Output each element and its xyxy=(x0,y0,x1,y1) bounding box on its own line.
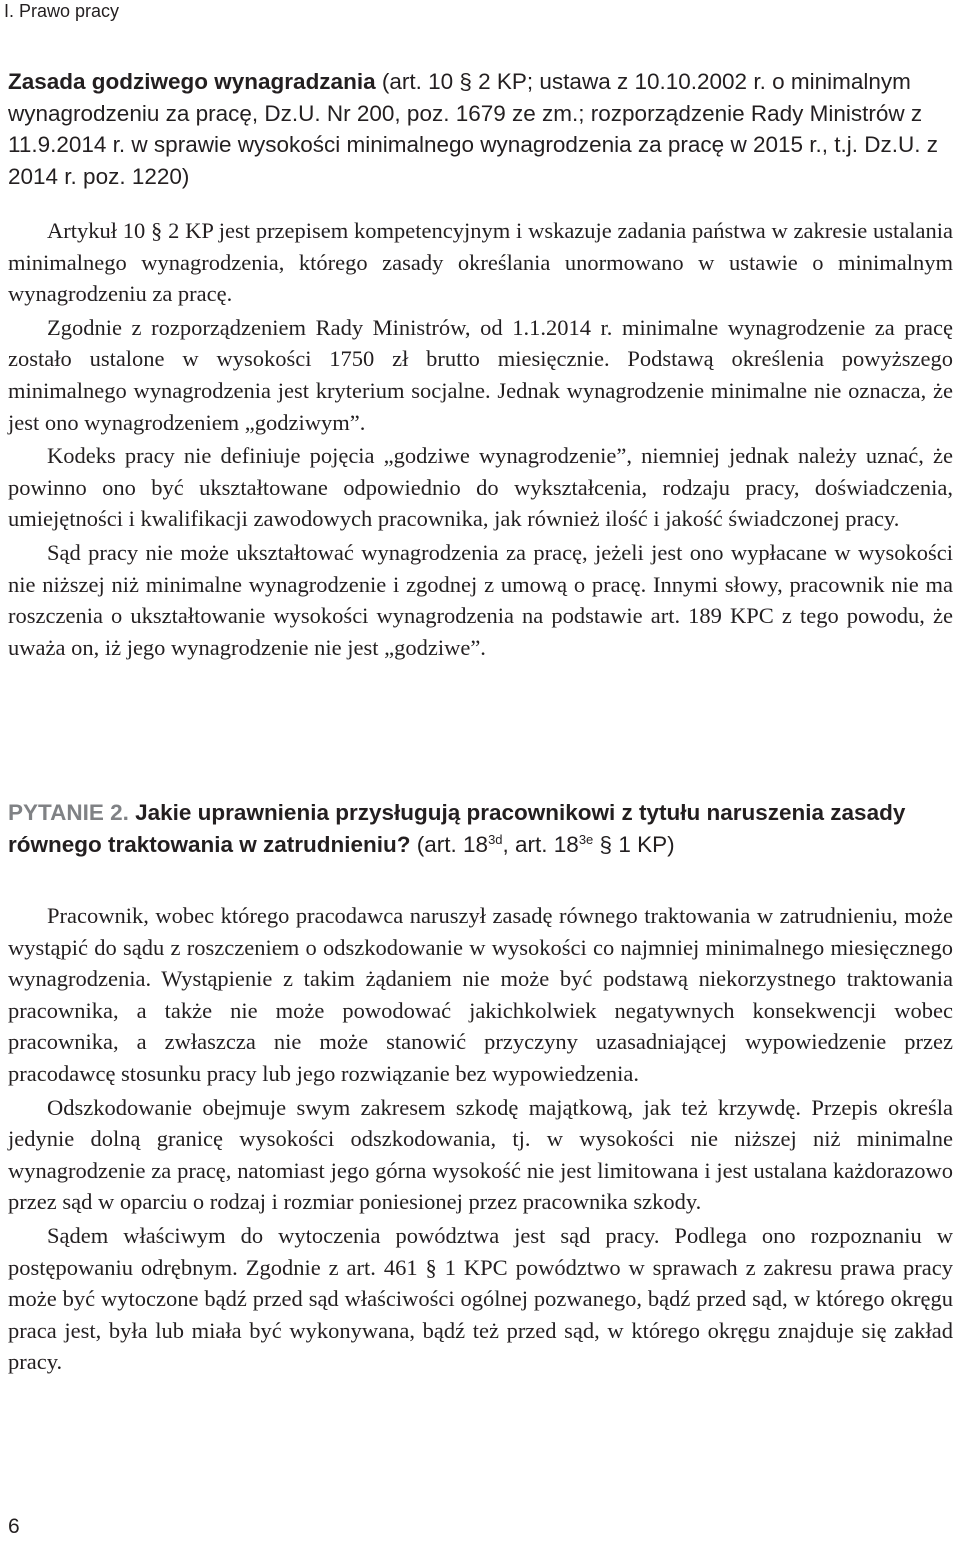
paragraph: Sądem właściwym do wytoczenia powództwa jest sąd pracy. Podlega ono rozpoznaniu w postępowaniu odrębnym. Zgodnie z art. 461 § 1 KPC powództwo w sprawach z zakresu prawa pracy może być wytoczone bądź przed sąd właściwości ogólnej pozwanego, bądź przed sąd, w którego okręgu praca jest, była lub miała być wykonywana, bądź też przed sąd, w którego okręgu znajduje się zakład pracy. xyxy=(8,1222,953,1375)
running-header: I. Prawo pracy xyxy=(4,1,120,21)
paragraph: Zgodnie z rozporządzeniem Rady Ministrów, od 1.1.2014 r. minimalne wynagrodzenie za pracę zostało ustalone w wysokości 1750 zł brutto miesięcznie. Podstawą określenia powyższego minimalnego wynagrodzenia jest kryterium socjalne. Jednak wynagrodzenie minimalne nie oznacza, że jest ono wynagrodzeniem „godziwym”. xyxy=(8,314,953,435)
paragraph: Kodeks pracy nie definiuje pojęcia „godziwe wynagrodzenie”, niemniej jednak należy uznać, że powinno ono być ukształtowane odpowiednio do wykształcenia, rodzaju pracy, doświadczenia, umiejętności i kwalifikacji zawodowych pracownika, jak również ilość i jakość świadczonej pracy. xyxy=(8,443,953,532)
section-heading-citation: (art. 10 § 2 KP; ustawa z 10.10.2002 r. o minimalnym wynagrodzeniu za pracę, Dz.U. Nr 200, poz. 1679 ze zm.; rozporządzenie Rady Ministrów z 11.9.2014 r. w sprawie wysokości minimalnego wynagrodzenia za pracę w 2015 r., t.j. Dz.U. z 2014 r. poz. 1220) xyxy=(8,69,939,189)
question-heading xyxy=(8,797,953,860)
page-number: 6 xyxy=(8,1515,20,1538)
section-question-2 xyxy=(8,797,953,1378)
paragraph: Pracownik, wobec którego pracodawca naruszył zasadę równego traktowania w zatrudnieniu, może wystąpić do sądu z roszczeniem o odszkodowanie w wysokości co najmniej minimalnego miesięcznego wynagrodzenia. Wystąpienie z takim żądaniem nie może być podstawą niekorzystnego traktowania pracownika, a także nie może powodować jakichkolwiek negatywnych konsekwencji wobec pracownika, a zwłaszcza nie może stanowić przyczyny uzasadniającej wypowiedzenie przez pracodawcę stosunku pracy lub jego rozwiązanie bez wypowiedzenia. xyxy=(8,903,953,1086)
section-fair-wage xyxy=(8,66,953,663)
paragraph: Odszkodowanie obejmuje swym zakresem szkodę majątkową, jak też krzywdę. Przepis określa jedynie dolną granicę wysokości odszkodowania, tj. w wysokości nie niższej niż minimalne wynagrodzenie za pracę, natomiast jego górna wysokość nie jest limitowana i jest ustalana każdorazowo przez sąd w oparciu o rodzaj i rozmiar poniesionej przez pracownika szkody. xyxy=(8,1094,953,1215)
paragraph: Sąd pracy nie może ukształtować wynagrodzenia za pracę, jeżeli jest ono wypłacane w wysokości nie niższej niż minimalne wynagrodzenie i zgodnej z umową o pracę. Innymi słowy, pracownik nie ma roszczenia o ukształtowanie wysokości wynagrodzenia na podstawie art. 189 KPC z tego powodu, że uważa on, iż jego wynagrodzenie nie jest „godziwe”. xyxy=(8,539,953,660)
question-text: Jakie uprawnienia przysługują pracownikowi z tytułu naruszenia zasady równego traktowania w zatrudnieniu? xyxy=(8,800,906,857)
section-heading xyxy=(8,66,953,192)
question-citation: (art. $18^{3d}$, art. $18^{3e}$ § 1 KP) xyxy=(410,831,675,857)
section-heading-title: Zasada godziwego wynagradzania xyxy=(8,69,376,94)
paragraph: Artykuł 10 § 2 KP jest przepisem kompetencyjnym i wskazuje zadania państwa w zakresie ustalania minimalnego wynagrodzenia, którego zasady określania unormowano w ustawie o minimalnym wynagrodzeniu za pracę. xyxy=(8,218,953,307)
question-label: PYTANIE 2. xyxy=(8,800,129,825)
